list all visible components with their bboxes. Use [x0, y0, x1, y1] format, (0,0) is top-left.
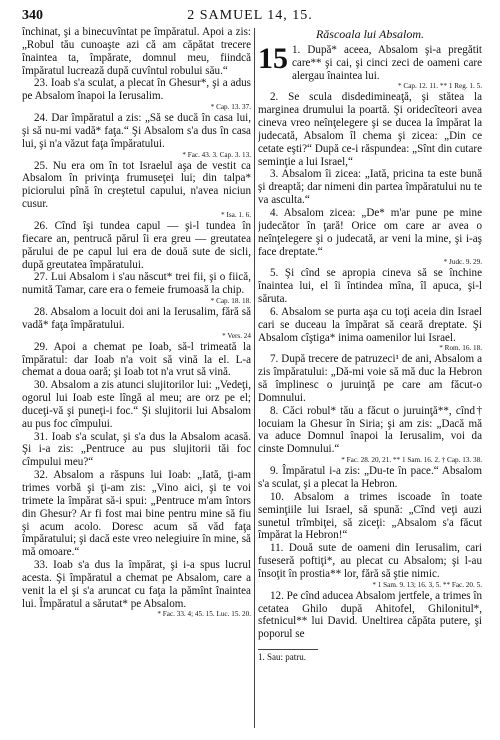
- verse-text: 25. Nu era om în tot Israelul aşa de vestit ca Absalom în privinţa frumuseţei lui; din talpa* piciorului pînă în creştetul capului, n'avea niciun cusur.: [22, 159, 251, 211]
- verse-text: 9. Împăratul i-a zis: „Du-te în pace.“ Absalom s'a sculat, şi a plecat la Hebron.: [258, 465, 482, 490]
- verse: [258, 267, 482, 306]
- verse-text: 24. Dar împăratul a zis: „Să se ducă în casa lui, şi să nu-mi vadă* faţa.“ Şi Absalom s'a dus în casa lui, şi n'a văzut faţa împăratului.: [22, 112, 251, 150]
- cross-reference: * Rom. 16. 18.: [439, 344, 482, 353]
- right-column: [258, 26, 482, 732]
- cross-reference: * 1 Sam. 9. 13; 16. 3, 5. ** Fac. 20. 5.: [372, 580, 482, 589]
- verse-text: 30. Absalom a zis atunci slujitorilor lui: „Vedeţi, ogorul lui Ioab este lîngă al meu; are orz pe el; duceţi-vă şi puneţi-i foc.“ Şi slujitorii lui Absalom au pus foc cîmpului.: [22, 379, 251, 430]
- cross-reference: * Fac. 28. 20, 21. ** 1 Sam. 16. 2. † Cap. 13. 38.: [341, 456, 482, 465]
- verse-text: 7. După trecere de patruzeci¹ de ani, Absalom a zis împăratului: „Dă-mi voie să mă duc la Hebron să împlinesc o juruinţă pe care am făcut-o Domnului.: [258, 353, 482, 404]
- verse: [258, 405, 482, 456]
- column-divider: [254, 28, 255, 728]
- verse: [22, 431, 251, 470]
- verse: [258, 542, 482, 581]
- cross-reference: * Cap. 18. 18.: [210, 297, 251, 306]
- verse: [22, 341, 251, 380]
- verse: [22, 271, 251, 297]
- verse-text: 23. Ioab s'a sculat, a plecat în Ghesur*, şi a adus pe Absalom înapoi la Ierusalim.: [22, 77, 251, 103]
- right-verses: [258, 41, 482, 641]
- verse: [22, 559, 251, 610]
- verse-text: 10. Absalom a trimes iscoade în toate seminţiile lui Israel, să spună: „Cînd veţi auzi sunetul trîmbiţei, să ziceţi: „Absalom s'a făcut împărat la Hebron!“: [258, 490, 482, 542]
- verse: [22, 220, 251, 271]
- verse: [22, 379, 251, 430]
- verse-text: 28. Absalom a locuit doi ani la Ierusalim, fără să vadă* faţa împăratului.: [22, 306, 251, 331]
- verse-text: 5. Şi cînd se apropia cineva să se închine înaintea lui, el îi întindea mîna, îl apuca, şi-l săruta.: [258, 267, 482, 306]
- cross-reference: * Vers. 24: [222, 331, 251, 340]
- verse-text: 29. Apoi a chemat pe Ioab, să-l trimeată la împăratul: dar Ioab n'a voit să vină la el. L-a chemat a doua oară; şi Ioab tot n'a vrut să vină.: [22, 340, 251, 379]
- verse-text: 6. Absalom se purta aşa cu toţi aceia din Israel cari se duceau la împărat să ceară dreptate. Şi Absalom cîştiga* inima oamenilor lui Israel.: [258, 305, 482, 344]
- verse-text: 2. Se scula disdedimineaţă, şi stătea la marginea drumului la poartă. Şi oridecîteori avea cineva vreo neînţelegere şi se ducea la împărat la judecată, Absalom îl chema şi zicea: „Din ce cetate eşti?“ După ce-i răspundea: „Sînt din cutare seminţie a lui Israel,“: [258, 91, 482, 168]
- verse: [22, 112, 251, 151]
- verse: [258, 306, 482, 345]
- cross-reference: * Fac. 43. 3. Cap. 3. 13.: [182, 150, 251, 159]
- verse-text: închinat, şi a binecuvîntat pe împăratul. Apoi a zis: „Robul tău cunoaşte azi că am căpătat trecere înaintea ta, împărate, domnul meu, fiindcă împăratul lucrează după cuvîntul robului său.“: [22, 26, 251, 77]
- footnote-divider: [258, 649, 318, 650]
- verse-text: 3. Absalom îi zicea: „Iată, pricina ta este bună şi dreaptă; dar nimeni din partea împăratului nu te va asculta.“: [258, 168, 482, 207]
- verse: [258, 207, 482, 258]
- verse-text: 31. Ioab s'a sculat, şi s'a dus la Absalom acasă. Şi i-a zis: „Pentruce au pus slujitorii tăi foc cîmpului meu?“: [22, 430, 251, 469]
- cross-reference: * Cap. 12. 11. ** 1 Reg. 1. 5.: [398, 82, 482, 91]
- verse: [258, 41, 482, 83]
- page-header: [22, 8, 478, 26]
- verse-text: 32. Absalom a răspuns lui Ioab: „Iată, ţi-am trimes vorbă şi ţi-am zis: „Vino aici, şi te voi trimete la împărat să-i spui: „Pentruce m'am întors din Ghesur? Ar fi fost mai bine pentru mine să fiu şi acum acolo. Doresc acum să văd faţa împăratului; şi dacă este vreo nelegiuire în mine, să mă omoare.“: [22, 469, 251, 559]
- cross-reference: * Cap. 13. 37.: [210, 103, 251, 112]
- verse: [258, 168, 482, 207]
- verse: [22, 77, 251, 103]
- cross-reference: * Isa. 1. 6.: [221, 210, 251, 219]
- left-column: [22, 26, 251, 732]
- verse-text: 26. Cînd îşi tundea capul — şi-l tundea în fiecare an, pentrucă părul îi era greu — greutatea părului de pe capul lui era de două sute de sicli, după greutatea împăratului.: [22, 219, 251, 271]
- verse-text: 27. Lui Absalom i s'au născut* trei fii, şi o fiică, numită Tamar, care era o femeie frumoasă la chip.: [22, 271, 251, 297]
- verse-text: 11. Două sute de oameni din Ierusalim, cari fuseseră poftiţi*, au plecat cu Absalom; şi l-au însoţit în prostia** lor, fără să ştie nimic.: [258, 542, 482, 580]
- verse: [22, 306, 251, 332]
- chapter-number: 15: [258, 41, 288, 75]
- verse-text: 33. Ioab s'a dus la împărat, şi i-a spus lucrul acesta. Şi împăratul a chemat pe Absalom, care a venit la el şi s'a aruncat cu faţa la pămînt înaintea lui. Împăratul a sărutat* pe Absalom.: [22, 559, 251, 610]
- running-head: 2 SAMUEL 14, 15.: [187, 8, 313, 23]
- verse-text: 8. Căci robul* tău a făcut o juruinţă**, cînd† locuiam la Ghesur în Siria; şi am zis: „Dacă mă va aduce Domnul înapoi la Ierusalim, voi da cinste Domnului.“: [258, 404, 482, 456]
- verse: [22, 469, 251, 559]
- verse: [258, 491, 482, 542]
- verse: [22, 26, 251, 77]
- cross-reference: * Fac. 33. 4; 45. 15. Luc. 15. 20.: [157, 610, 251, 619]
- verse: [258, 590, 482, 641]
- section-title: Răscoala lui Absalom.: [315, 27, 425, 41]
- cross-reference: * Judc. 9. 29.: [443, 258, 482, 267]
- verse: [258, 353, 482, 404]
- verse: [22, 160, 251, 211]
- page-number: 340: [22, 8, 43, 23]
- verse-text: 4. Absalom zicea: „De* m'ar pune pe mine judecător în ţară! Orice om care ar avea o neînţelegere şi o judecată, ar veni la mine, şi i-aş face dreptate.“: [258, 206, 482, 258]
- footnote: 1. Sau: patru.: [258, 652, 306, 663]
- verse-text: 12. Pe cînd aducea Absalom jertfele, a trimes în cetatea Ghilo după Ahitofel, Ghilonitul*, sfetnicul** lui David. Uneltirea căpăta putere, şi poporul se: [258, 589, 482, 641]
- verse: [258, 465, 482, 491]
- verse: [258, 91, 482, 168]
- verse-text: 1. După* aceea, Absalom şi-a pregătit care** şi cai, şi cinci zeci de oameni care alergau înaintea lui.: [292, 43, 482, 82]
